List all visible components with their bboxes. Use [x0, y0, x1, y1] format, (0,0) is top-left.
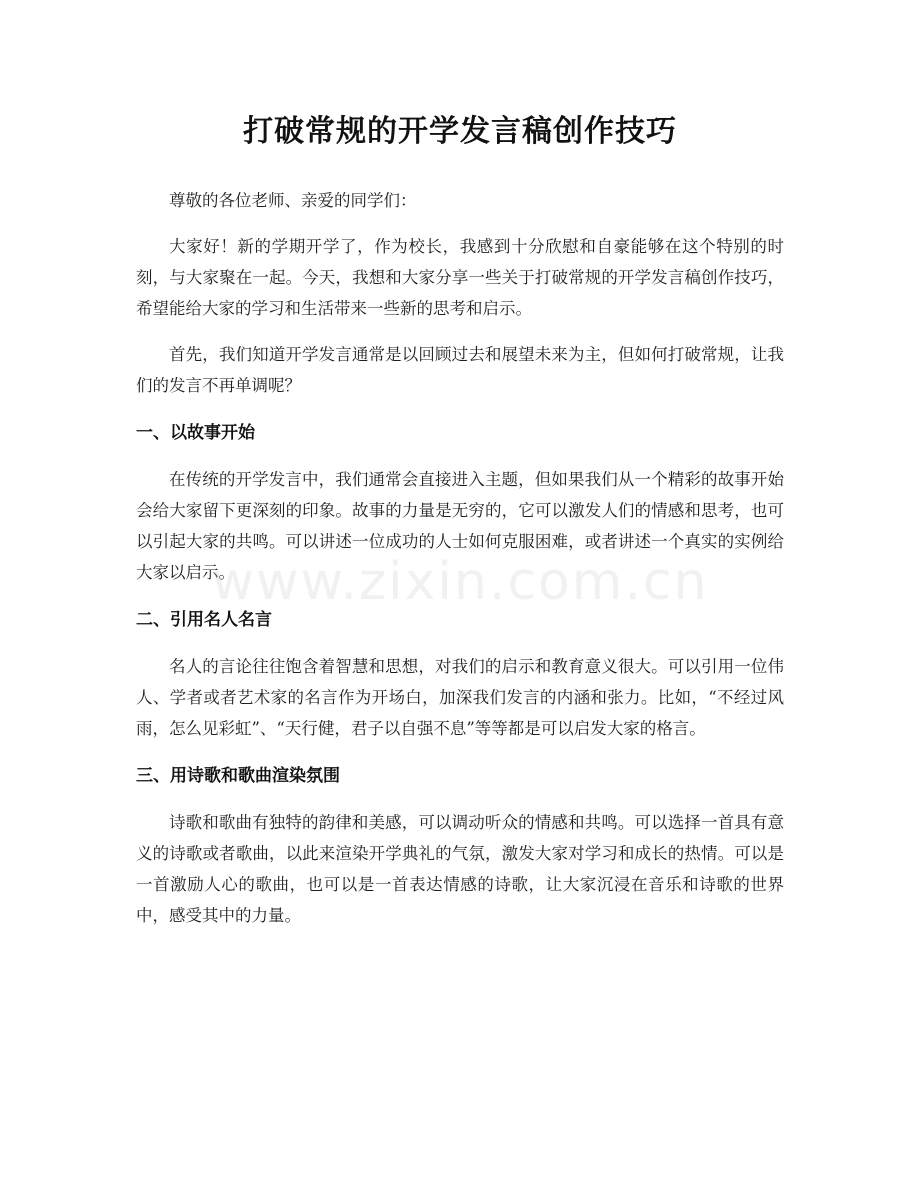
watermark: www.zixin.com.cn: [211, 552, 709, 612]
question-paragraph: 首先，我们知道开学发言通常是以回顾过去和展望未来为主，但如何打破常规，让我们的发言不再单调呢？: [136, 345, 784, 395]
intro-paragraph: 大家好！新的学期开学了，作为校长，我感到十分欣慰和自豪能够在这个特别的时刻，与大家聚在一起。今天，我想和大家分享一些关于打破常规的开学发言稿创作技巧，希望能给大家的学习和生活带来一些新的思考和启示。: [136, 237, 784, 318]
section-body-poetry: 诗歌和歌曲有独特的韵律和美感，可以调动听众的情感和共鸣。可以选择一首具有意义的诗歌或者歌曲，以此来渲染开学典礼的气氛，激发大家对学习和成长的热情。可以是一首激励人心的歌曲，也可以是一首表达情感的诗歌，让大家沉浸在音乐和诗歌的世界中，感受其中的力量。: [136, 813, 784, 925]
section-body-story: 在传统的开学发言中，我们通常会直接进入主题，但如果我们从一个精彩的故事开始会给大家留下更深刻的印象。故事的力量是无穷的，它可以激发人们的情感和思考，也可以引起大家的共鸣。可以讲述一位成功的人士如何克服困难，或者讲述一个真实的实例给大家以启示。: [136, 470, 784, 582]
section-heading-poetry: 三、用诗歌和歌曲渲染氛围: [136, 766, 340, 786]
document-title: 打破常规的开学发言稿创作技巧: [243, 114, 677, 149]
section-body-quotes: 名人的言论往往饱含着智慧和思想，对我们的启示和教育意义很大。可以引用一位伟人、学者或者艺术家的名言作为开场白，加深我们发言的内涵和张力。比如，“不经过风雨，怎么见彩虹”、“天行健，君子以自强不息”等等都是可以启发大家的格言。: [136, 657, 784, 738]
greeting-paragraph: 尊敬的各位老师、亲爱的同学们：: [169, 191, 417, 210]
section-heading-story: 一、以故事开始: [136, 423, 255, 443]
section-heading-quotes: 二、引用名人名言: [136, 610, 272, 630]
